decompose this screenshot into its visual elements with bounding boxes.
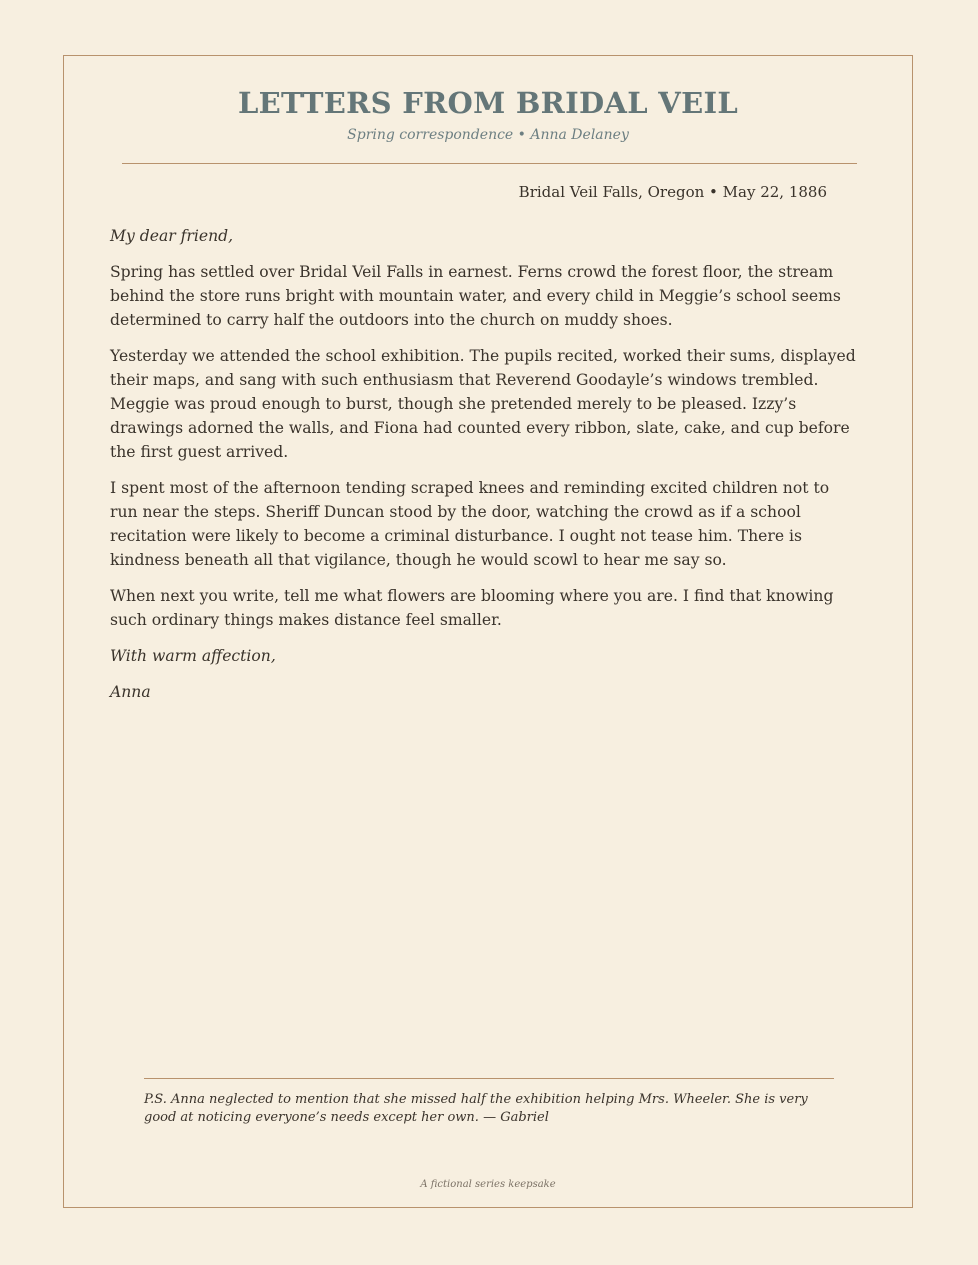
letter-paragraph-1: Spring has settled over Bridal Veil Falls in earnest. Ferns crowd the forest floor, the stream behind the store runs bright with mountain water, and every child in Meggie’s school seems determined to carry half the outdoors into the church on muddy shoes. (110, 263, 841, 329)
letter-body (110, 224, 858, 716)
page-subtitle: Spring correspondence • Anna Delaney (347, 127, 629, 143)
letter-signature: Anna (110, 683, 151, 701)
letter-paragraph-2: Yesterday we attended the school exhibition. The pupils recited, worked their sums, displayed their maps, and sang with such enthusiasm that Reverend Goodayle’s windows trembled. Meggie was proud enough to burst, though she pretended merely to be pleased. Izzy’s drawings adorned the walls, and Fiona had counted every ribbon, slate, cake, and cup before the first guest arrived. (110, 347, 856, 461)
letter-frame (63, 55, 913, 1208)
letter-dateline: Bridal Veil Falls, Oregon • May 22, 1886 (518, 183, 827, 201)
header-divider (122, 163, 857, 164)
letter-paragraph-4: When next you write, tell me what flowers are blooming where you are. I find that knowing such ordinary things makes distance feel smaller. (110, 587, 834, 629)
footer-note: A fictional series keepsake (420, 1179, 556, 1190)
postscript: P.S. Anna neglected to mention that she missed half the exhibition helping Mrs. Wheeler. She is very good at noticing everyone’s needs except her own. — Gabriel (144, 1092, 808, 1125)
postscript-divider (144, 1078, 834, 1079)
letter-closing: With warm affection, (110, 647, 276, 665)
page-title: LETTERS FROM BRIDAL VEIL (237, 86, 739, 120)
letter-paragraph-3: I spent most of the afternoon tending scraped knees and reminding excited children not to run near the steps. Sheriff Duncan stood by the door, watching the crowd as if a school recitation were likely to become a criminal disturbance. I ought not tease him. There is kindness beneath all that vigilance, though he would scowl to hear me say so. (110, 479, 830, 569)
letter-salutation: My dear friend, (110, 227, 234, 245)
